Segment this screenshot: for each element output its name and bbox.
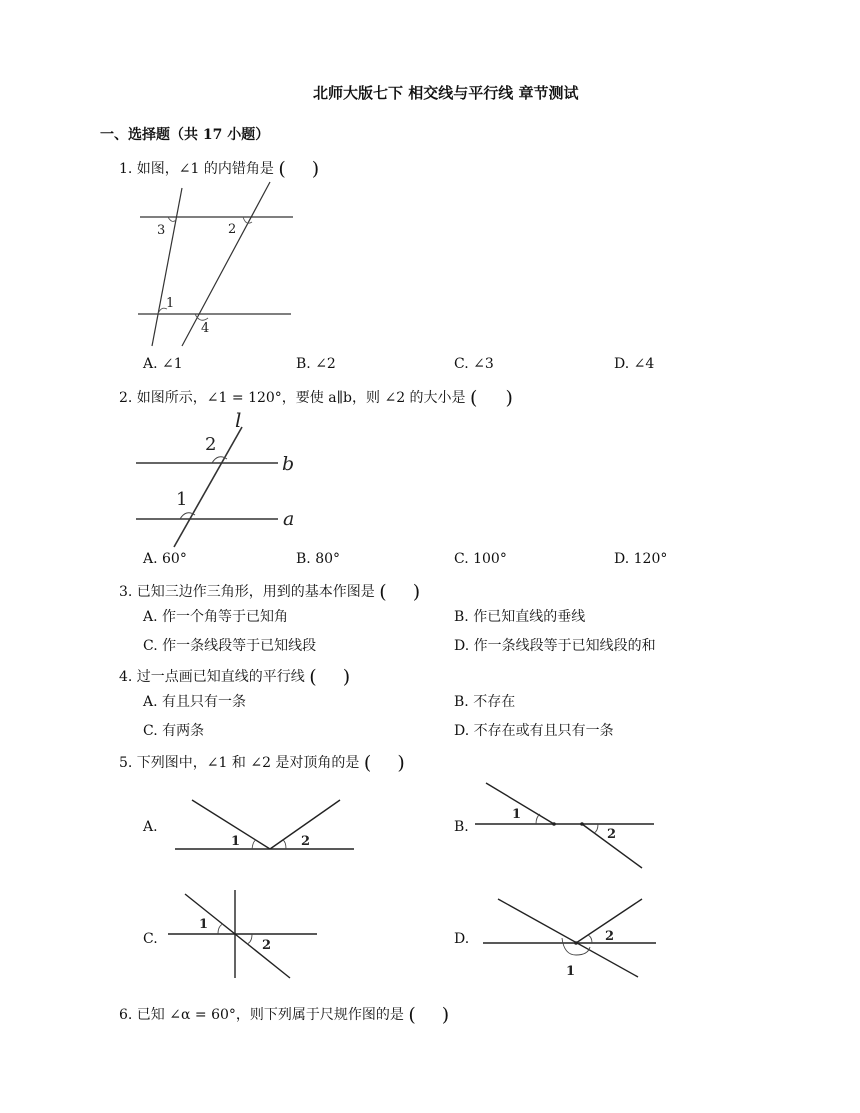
q1-option-b[interactable]: B. ∠2: [296, 356, 336, 372]
fig1-label-3: 3: [157, 223, 166, 238]
fig1-label-1: 1: [166, 296, 175, 311]
answer-bracket-open: (: [363, 752, 372, 774]
question-2: [119, 385, 513, 407]
answer-bracket-open: (: [408, 1004, 416, 1026]
question-1-text: 1. 如图，∠1 的内错角是: [119, 161, 274, 177]
answer-bracket-close: ): [412, 581, 421, 603]
q1-option-a[interactable]: A. ∠1: [143, 356, 183, 372]
question-4-text: 4. 过一点画已知直线的平行线: [119, 669, 305, 685]
q2-option-c[interactable]: C. 100°: [454, 551, 507, 567]
question-5-text: 5. 下列图中，∠1 和 ∠2 是对顶角的是: [119, 755, 360, 771]
question-1: [119, 156, 319, 178]
q4-option-a[interactable]: A. 有且只有一条: [143, 694, 247, 710]
q5-option-c[interactable]: C.: [143, 931, 158, 947]
q5-figure-d: [480, 895, 660, 985]
q3-option-d[interactable]: D. 作一条线段等于已知线段的和: [454, 638, 656, 654]
fig1-label-4: 4: [201, 321, 210, 336]
q5b-label-2: 2: [607, 827, 617, 842]
q3-option-b[interactable]: B. 作已知直线的垂线: [454, 609, 586, 625]
answer-bracket-open: (: [278, 158, 286, 180]
question-2-figure: [130, 405, 310, 550]
q5-option-b[interactable]: B.: [454, 819, 469, 835]
q3-option-c[interactable]: C. 作一条线段等于已知线段: [143, 638, 317, 654]
q5-figure-c: [165, 888, 325, 984]
answer-bracket-close: ): [397, 752, 405, 774]
q5c-label-2: 2: [262, 938, 272, 953]
fig2-label-1: 1: [176, 489, 188, 510]
q5d-label-1: 1: [566, 964, 576, 979]
question-2-text: 2. 如图所示，∠1 = 120°，要使 a∥b，则 ∠2 的大小是: [119, 390, 466, 406]
q2-option-d[interactable]: D. 120°: [614, 551, 668, 567]
q5b-label-1: 1: [512, 807, 522, 822]
q4-option-b[interactable]: B. 不存在: [454, 694, 516, 710]
answer-bracket-close: ): [342, 666, 351, 688]
question-3-text: 3. 已知三边作三角形，用到的基本作图是: [119, 584, 375, 600]
answer-bracket-open: (: [470, 387, 478, 409]
question-6: [119, 1002, 449, 1024]
q2-option-b[interactable]: B. 80°: [296, 551, 341, 567]
q5-option-d[interactable]: D.: [454, 931, 470, 947]
q4-option-d[interactable]: D. 不存在或有且只有一条: [454, 723, 614, 739]
fig2-label-a: a: [283, 508, 295, 530]
q5-figure-b: [470, 778, 660, 874]
q2-option-a[interactable]: A. 60°: [143, 551, 187, 567]
fig2-label-l: l: [235, 408, 242, 432]
q5d-label-2: 2: [605, 929, 615, 944]
question-5: [119, 750, 405, 772]
q5a-label-2: 2: [301, 834, 311, 849]
answer-bracket-close: ): [311, 158, 320, 180]
answer-bracket-close: ): [505, 387, 513, 409]
q4-option-c[interactable]: C. 有两条: [143, 723, 205, 739]
question-4: [119, 664, 350, 686]
fig1-label-2: 2: [228, 222, 237, 237]
q1-option-d[interactable]: D. ∠4: [614, 356, 655, 372]
q5c-label-1: 1: [199, 917, 209, 932]
fig2-label-2: 2: [205, 434, 217, 455]
page-title: 北师大版七下 相交线与平行线 章节测试: [313, 84, 579, 102]
section-header: 一、选择题（共 17 小题）: [100, 127, 270, 143]
question-6-text: 6. 已知 ∠α = 60°，则下列属于尺规作图的是: [119, 1007, 404, 1023]
q3-option-a[interactable]: A. 作一个角等于已知角: [143, 609, 289, 625]
question-3: [119, 579, 420, 601]
question-1-figure: [130, 180, 310, 352]
q1-option-c[interactable]: C. ∠3: [454, 356, 494, 372]
answer-bracket-open: (: [309, 666, 317, 688]
q5-option-a[interactable]: A.: [143, 819, 158, 835]
answer-bracket-close: ): [441, 1004, 450, 1026]
answer-bracket-open: (: [379, 581, 387, 603]
fig2-label-b: b: [282, 453, 295, 475]
q5a-label-1: 1: [231, 834, 241, 849]
q5-figure-a: [170, 790, 360, 860]
